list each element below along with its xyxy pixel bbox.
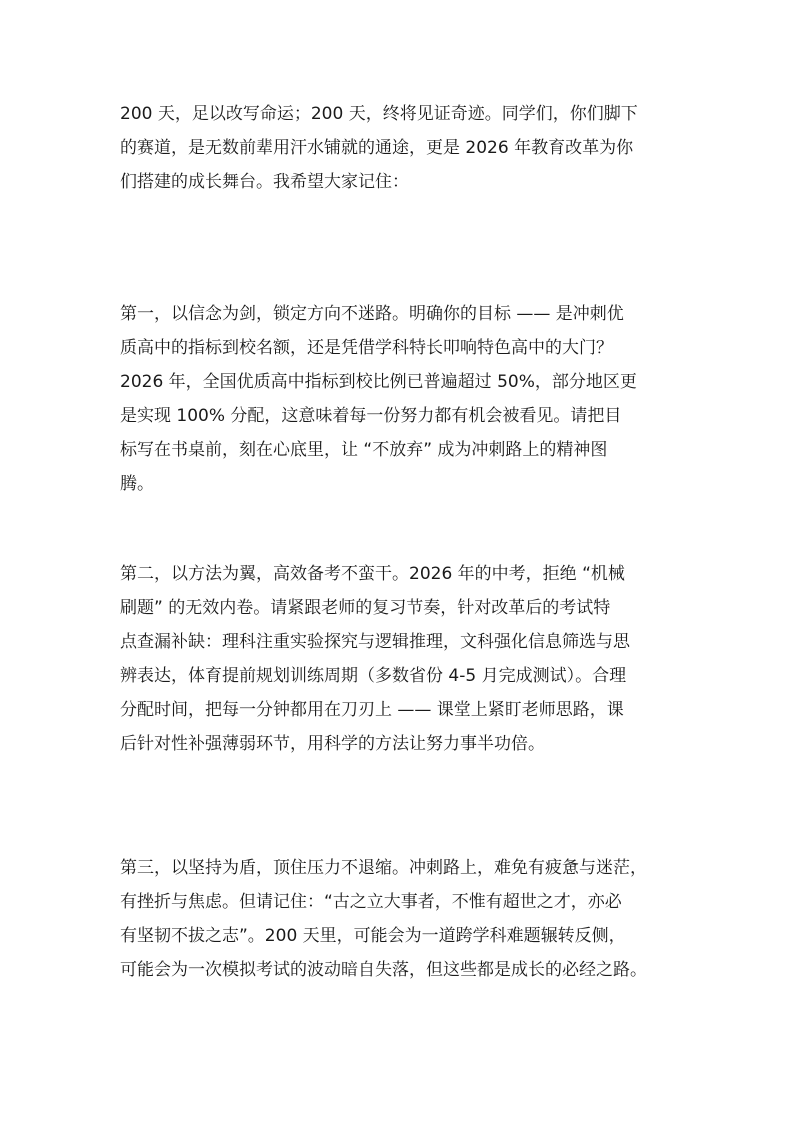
paragraph-line: 第三，以坚持为盾，顶住压力不退缩。冲刺路上，难免有疲惫与迷茫，: [120, 858, 647, 878]
paragraph-line: 200 天，足以改写命运；200 天，终将见证奇迹。同学们，你们脚下: [120, 104, 638, 124]
paragraph-line: 分配时间，把每一分钟都用在刀刃上 —— 课堂上紧盯老师思路，课: [120, 700, 624, 720]
paragraph-line: 有坚韧不拔之志”。200 天里，可能会为一道跨学科难题辗转反侧，: [120, 926, 626, 946]
paragraph-line: 质高中的指标到校名额，还是凭借学科特长叩响特色高中的大门？: [120, 338, 613, 358]
paragraph-line: 刷题” 的无效内卷。请紧跟老师的复习节奏，针对改革后的考试特: [120, 598, 611, 618]
paragraph-line: 标写在书桌前，刻在心底里，让 “不放弃” 成为冲刺路上的精神图: [120, 440, 608, 460]
paragraph-line: 腾。: [120, 474, 154, 494]
paragraph-line: 第二，以方法为翼，高效备考不蛮干。2026 年的中考，拒绝 “机械: [120, 564, 625, 584]
paragraph-line: 的赛道，是无数前辈用汗水铺就的通途，更是 2026 年教育改革为你: [120, 138, 634, 158]
paragraph-line: 点查漏补缺：理科注重实验探究与逻辑推理，文科强化信息筛选与思: [120, 632, 630, 652]
paragraph-second-point: [120, 557, 680, 761]
paragraph-line: 2026 年，全国优质高中指标到校比例已普遍超过 50%，部分地区更: [120, 372, 637, 392]
paragraph-line: 辨表达，体育提前规划训练周期（多数省份 4-5 月完成测试）。合理: [120, 666, 627, 686]
paragraph-line: 可能会为一次模拟考试的波动暗自失落，但这些都是成长的必经之路。: [120, 960, 647, 980]
paragraph-line: 们搭建的成长舞台。我希望大家记住：: [120, 172, 409, 192]
paragraph-line: 第一，以信念为剑，锁定方向不迷路。明确你的目标 —— 是冲刺优: [120, 304, 624, 324]
paragraph-third-point: [120, 851, 680, 987]
paragraph-line: 有挫折与焦虑。但请记住：“古之立大事者，不惟有超世之才，亦必: [120, 892, 622, 912]
paragraph-first-point: [120, 297, 680, 501]
paragraph-line: 后针对性补强薄弱环节，用科学的方法让努力事半功倍。: [120, 734, 545, 754]
paragraph-intro: [120, 97, 680, 199]
paragraph-line: 是实现 100% 分配，这意味着每一份努力都有机会被看见。请把目: [120, 406, 622, 426]
